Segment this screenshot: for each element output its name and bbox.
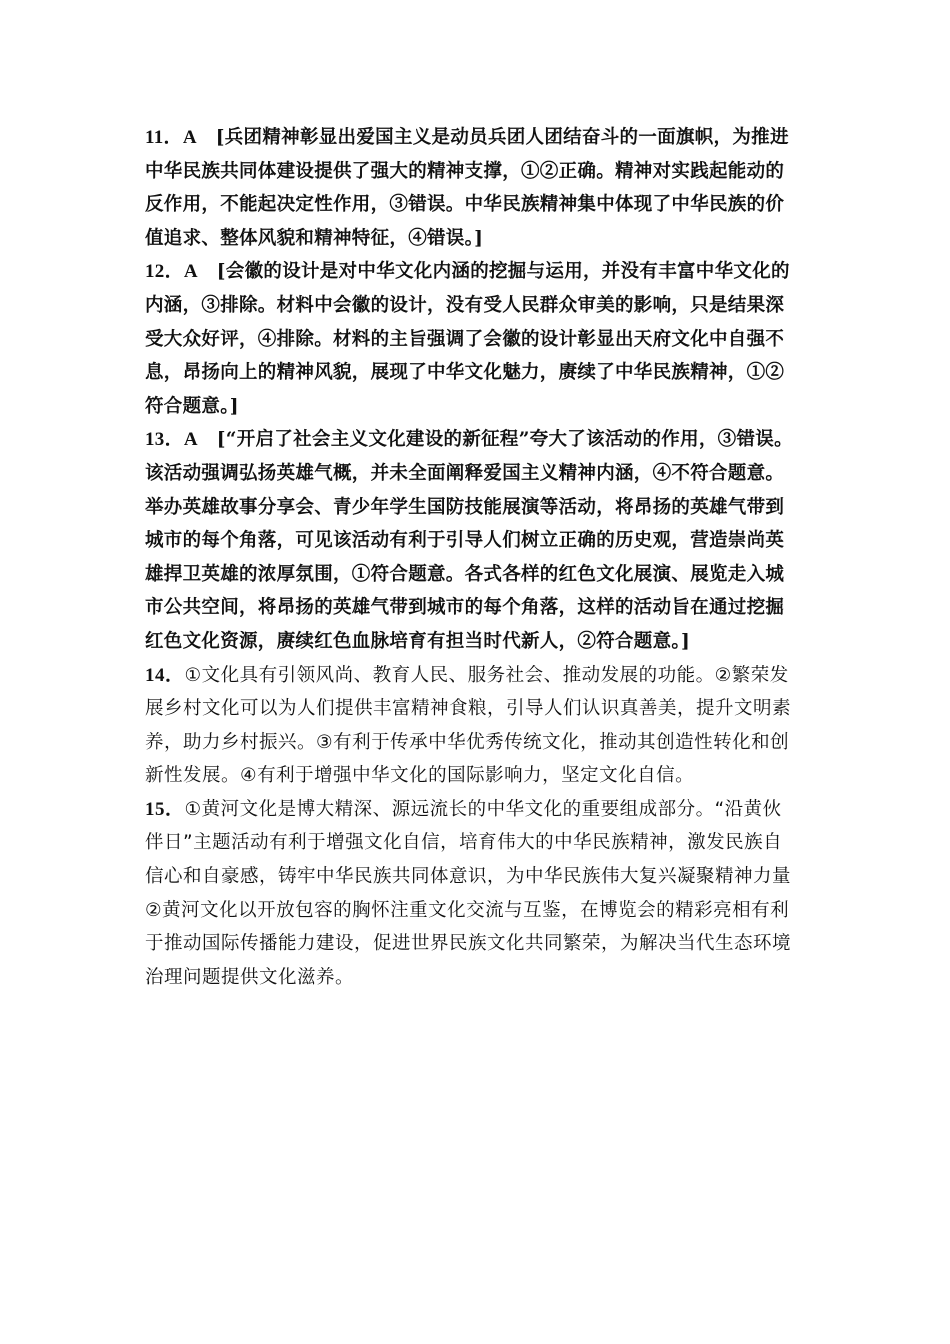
answer-line: 符合题意。] [145, 395, 239, 417]
answer-line: 信心和自豪感，铸牢中华民族共同体意识，为中华民族伟大复兴凝聚精神力量 [145, 866, 792, 888]
answer-11 [145, 121, 825, 255]
answer-14 [145, 659, 825, 793]
answer-line: ②黄河文化以开放包容的胸怀注重文化交流与互鉴，在博览会的精彩亮相有利 [145, 899, 790, 921]
answer-line [145, 423, 825, 457]
answer-line: 展乡村文化可以为人们提供丰富精神食粮，引导人们认识真善美，提升文明素 [145, 698, 792, 720]
answer-number: 11．A [145, 127, 197, 148]
answer-number: 12．A [145, 261, 198, 283]
answer-line: 伴日”主题活动有利于增强文化自信，培育伟大的中华民族精神，激发民族自 [145, 832, 783, 854]
answer-text: [兵团精神彰显出爱国主义是动员兵团人团结奋斗的一面旗帜，为推进 [215, 127, 789, 148]
answer-line: 新性发展。④有利于增强中华文化的国际影响力，坚定文化自信。 [145, 765, 695, 787]
answer-text: [“开启了社会主义文化建设的新征程”夸大了该活动的作用，③错误。 [216, 429, 793, 451]
answer-line: 治理问题提供文化滋养。 [145, 966, 355, 988]
answer-line: 值追求、整体风貌和精神特征，④错误。] [145, 227, 484, 249]
answer-text: ①黄河文化是博大精深、源远流长的中华文化的重要组成部分。“沿黄伙 [184, 798, 782, 820]
answer-15 [145, 793, 825, 995]
answer-text: ①文化具有引领风尚、教育人民、服务社会、推动发展的功能。②繁荣发 [184, 664, 789, 686]
answer-line [145, 255, 825, 289]
answer-line: 内涵，③排除。材料中会徽的设计，没有受人民群众审美的影响，只是结果深 [145, 294, 785, 316]
answer-number: 15． [145, 798, 185, 820]
answer-number: 14． [145, 664, 185, 686]
answer-line: 受大众好评，④排除。材料的主旨强调了会徽的设计彰显出天府文化中自强不 [145, 328, 785, 350]
answer-number: 13．A [145, 429, 198, 451]
answer-12 [145, 255, 825, 423]
answer-line: 反作用，不能起决定性作用，③错误。中华民族精神集中体现了中华民族的价 [145, 194, 785, 216]
answer-line: 中华民族共同体建设提供了强大的精神支撑，①②正确。精神对实践起能动的 [145, 160, 785, 182]
answer-line [145, 793, 825, 827]
answer-line: 雄捍卫英雄的浓厚氛围，①符合题意。各式各样的红色文化展演、展览走入城 [145, 563, 785, 585]
answer-line: 养，助力乡村振兴。③有利于传承中华优秀传统文化，推动其创造性转化和创 [145, 731, 790, 753]
answer-13 [145, 423, 825, 658]
answer-text: [会徽的设计是对中华文化内涵的挖掘与运用，并没有丰富中华文化的 [216, 261, 790, 283]
answer-line: 息，昂扬向上的精神风貌，展现了中华文化魅力，赓续了中华民族精神，①② [145, 362, 785, 384]
answer-line [145, 659, 825, 693]
answer-line: 举办英雄故事分享会、青少年学生国防技能展演等活动，将昂扬的英雄气带到 [145, 496, 785, 518]
answer-key-text [145, 121, 825, 994]
answer-line: 于推动国际传播能力建设，促进世界民族文化共同繁荣，为解决当代生态环境 [145, 933, 792, 955]
answer-line: 城市的每个角落，可见该活动有利于引导人们树立正确的历史观，营造崇尚英 [145, 530, 785, 552]
answer-line [145, 121, 825, 155]
answer-line: 红色文化资源，赓续红色血脉培育有担当时代新人，②符合题意。] [145, 630, 691, 652]
answer-line: 该活动强调弘扬英雄气概，并未全面阐释爱国主义精神内涵，④不符合题意。 [145, 462, 785, 484]
answer-line: 市公共空间，将昂扬的英雄气带到城市的每个角落，这样的活动旨在通过挖掘 [145, 597, 785, 619]
